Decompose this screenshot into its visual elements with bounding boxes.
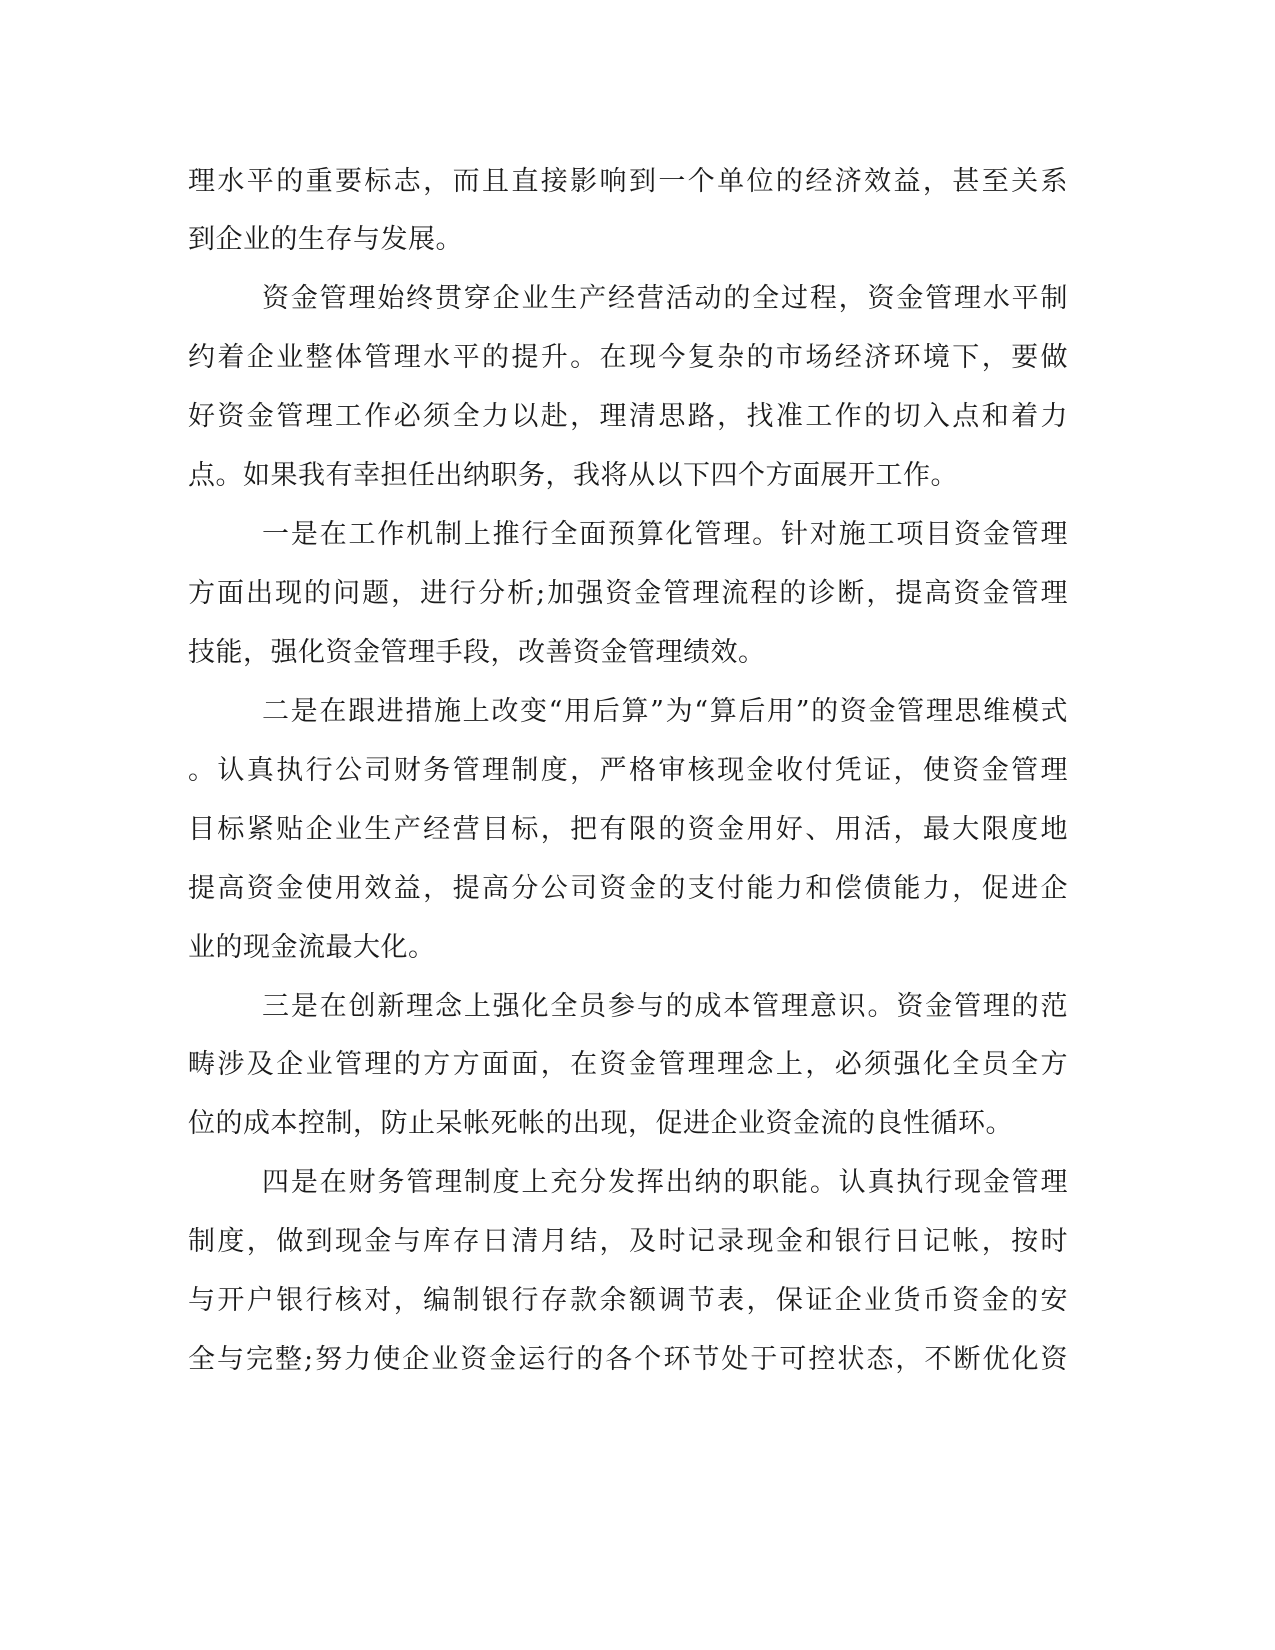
paragraph-start-line: 二是在跟进措施上改变“用后算”为“算后用”的资金管理思维模式 [262,696,1068,727]
text-line: 目标紧贴企业生产经营目标，把有限的资金用好、用活，最大限度地 [188,814,1068,845]
text-line: 畴涉及企业管理的方方面面，在资金管理理念上，必须强化全员全方 [188,1049,1068,1080]
text-line: 全与完整;努力使企业资金运行的各个环节处于可控状态，不断优化资 [188,1344,1068,1375]
paragraph-start-line: 四是在财务管理制度上充分发挥出纳的职能。认真执行现金管理 [262,1167,1068,1198]
text-line: 提高资金使用效益，提高分公司资金的支付能力和偿债能力，促进企 [188,873,1068,904]
text-line: 制度，做到现金与库存日清月结，及时记录现金和银行日记帐，按时 [188,1226,1068,1257]
text-line: 好资金管理工作必须全力以赴，理清思路，找准工作的切入点和着力 [188,401,1068,432]
text-line: 位的成本控制，防止呆帐死帐的出现，促进企业资金流的良性循环。 [188,1108,1013,1139]
text-line: 理水平的重要标志，而且直接影响到一个单位的经济效益，甚至关系 [188,166,1068,197]
text-line: 与开户银行核对，编制银行存款余额调节表，保证企业货币资金的安 [188,1285,1068,1316]
paragraph-start-line: 一是在工作机制上推行全面预算化管理。针对施工项目资金管理 [262,519,1068,550]
text-line: 技能，强化资金管理手段，改善资金管理绩效。 [188,637,766,668]
paragraph-start-line: 资金管理始终贯穿企业生产经营活动的全过程，资金管理水平制 [262,283,1068,314]
text-line: 到企业的生存与发展。 [188,224,463,255]
paragraph-start-line: 三是在创新理念上强化全员参与的成本管理意识。资金管理的范 [262,991,1068,1022]
text-line: 点。如果我有幸担任出纳职务，我将从以下四个方面展开工作。 [188,460,958,491]
text-line: 方面出现的问题，进行分析;加强资金管理流程的诊断，提高资金管理 [188,578,1068,609]
text-line: 业的现金流最大化。 [188,932,436,963]
text-line: 约着企业整体管理水平的提升。在现今复杂的市场经济环境下，要做 [188,342,1068,373]
text-line: 。认真执行公司财务管理制度，严格审核现金收付凭证，使资金管理 [188,755,1068,786]
